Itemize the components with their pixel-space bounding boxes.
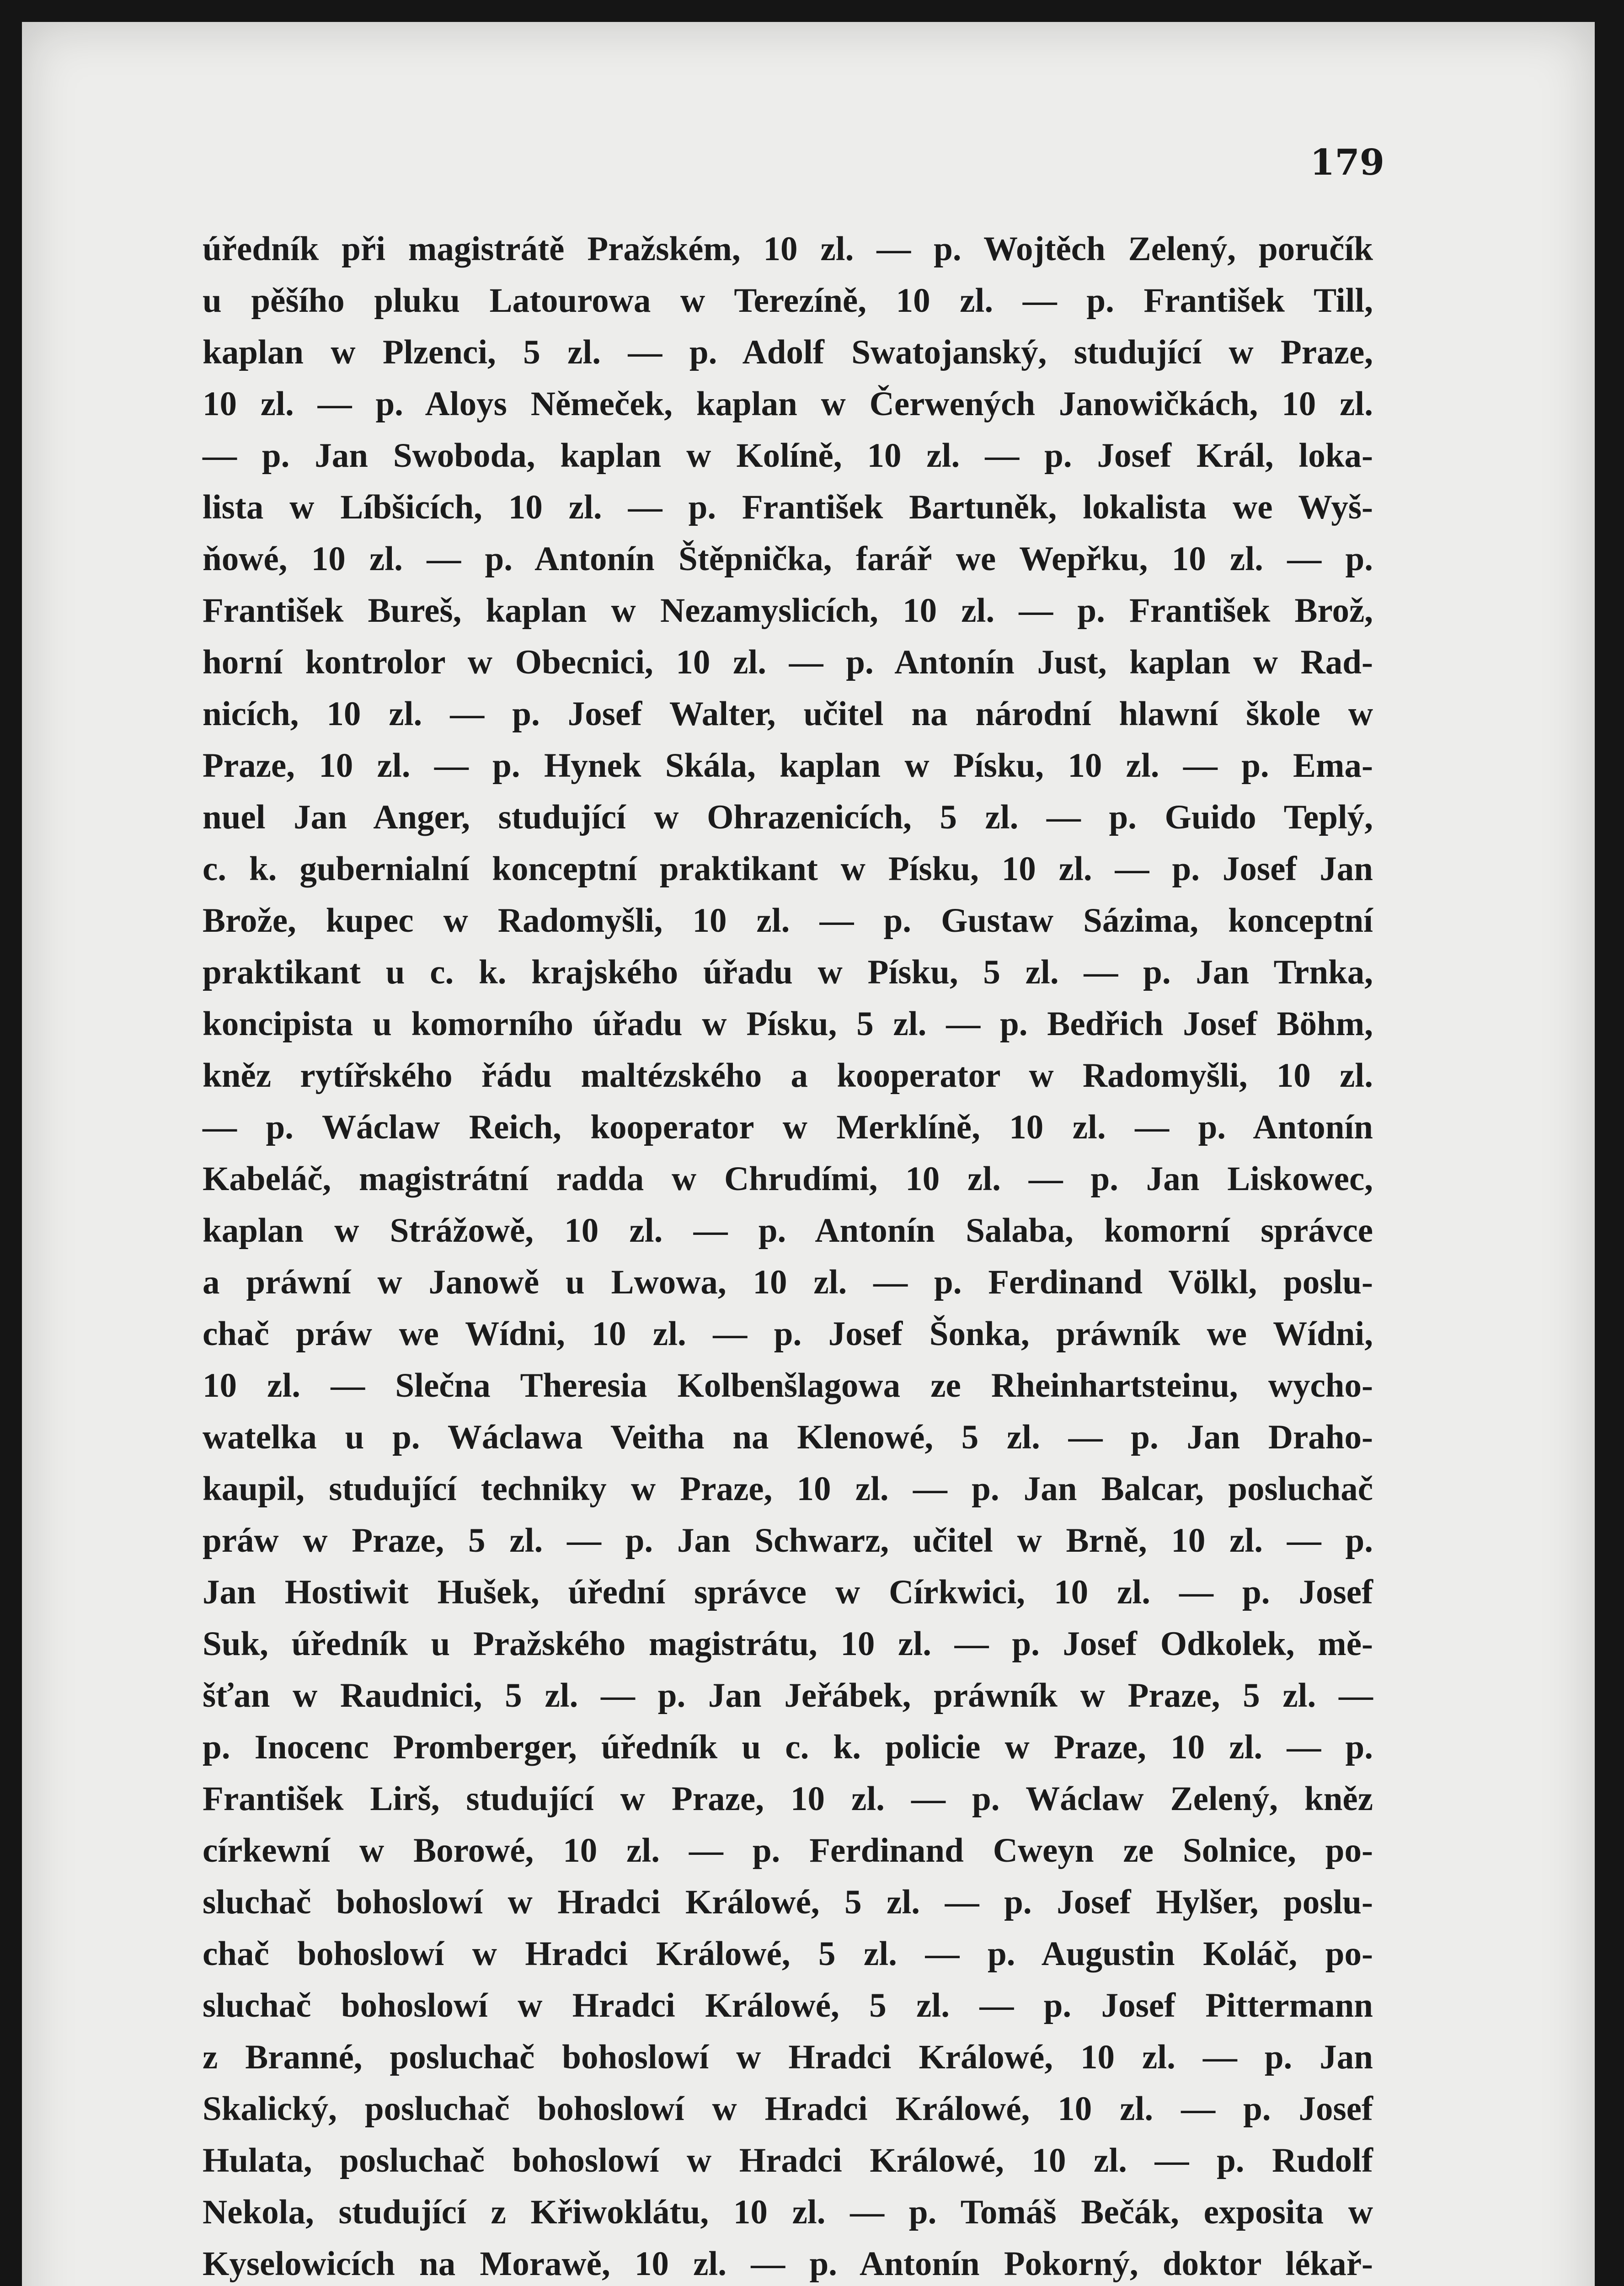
text-line: Kabeláč, magistrátní radda w Chrudími, 10 zl. — p. Jan Liskowec, [203,1160,1373,1198]
text-line: Skalický, posluchač bohoslowí w Hradci Králowé, 10 zl. — p. Josef [203,2090,1373,2128]
book-page [22,22,1595,2286]
text-line: Praze, 10 zl. — p. Hynek Skála, kaplan w Písku, 10 zl. — p. Ema- [203,747,1373,785]
text-line: watelka u p. Wáclawa Veitha na Klenowé, 5 zl. — p. Jan Draho- [203,1418,1373,1456]
text-line: šťan w Raudnici, 5 zl. — p. Jan Jeřábek, práwník w Praze, 5 zl. — [203,1677,1373,1714]
text-line: — p. Jan Swoboda, kaplan w Kolíně, 10 zl. — p. Josef Král, loka- [203,437,1373,475]
text-line: p. Inocenc Promberger, úředník u c. k. policie w Praze, 10 zl. — p. [203,1728,1373,1766]
text-line: — p. Wáclaw Reich, kooperator w Merklíně, 10 zl. — p. Antonín [203,1108,1373,1146]
text-line: úředník při magistrátě Pražském, 10 zl. — p. Wojtěch Zelený, poručík [203,230,1373,268]
text-line: Suk, úředník u Pražského magistrátu, 10 zl. — p. Josef Odkolek, mě- [203,1625,1373,1663]
page-number: 179 [1310,142,1384,183]
text-line: nicích, 10 zl. — p. Josef Walter, učitel na národní hlawní škole w [203,695,1373,733]
text-line: ňowé, 10 zl. — p. Antonín Štěpnička, farář we Wepřku, 10 zl. — p. [203,540,1373,578]
text-line: sluchač bohoslowí w Hradci Králowé, 5 zl. — p. Josef Hylšer, poslu- [203,1883,1373,1921]
text-line: kaplan w Strážowě, 10 zl. — p. Antonín Salaba, komorní správce [203,1212,1373,1250]
text-line: sluchač bohoslowí w Hradci Králowé, 5 zl. — p. Josef Pittermann [203,1987,1373,2024]
text-line: kněz rytířského řádu maltézského a kooperator w Radomyšli, 10 zl. [203,1057,1373,1095]
text-line: Nekola, studující z Křiwoklátu, 10 zl. — p. Tomáš Bečák, exposita w [203,2193,1373,2231]
text-line: František Lirš, studující w Praze, 10 zl. — p. Wáclaw Zelený, kněz [203,1780,1373,1818]
text-line: Jan Hostiwit Hušek, úřední správce w Církwici, 10 zl. — p. Josef [203,1573,1373,1611]
text-line: Brože, kupec w Radomyšli, 10 zl. — p. Gustaw Sázima, konceptní [203,902,1373,940]
text-line: lista w Líbšicích, 10 zl. — p. František Bartuněk, lokalista we Wyš- [203,488,1373,526]
text-line: koncipista u komorního úřadu w Písku, 5 zl. — p. Bedřich Josef Böhm, [203,1005,1373,1043]
text-line: kaupil, studující techniky w Praze, 10 zl. — p. Jan Balcar, posluchač [203,1470,1373,1508]
text-line: církewní w Borowé, 10 zl. — p. Ferdinand Cweyn ze Solnice, po- [203,1832,1373,1869]
body-text [203,223,1373,2286]
text-line: chač práw we Wídni, 10 zl. — p. Josef Šonka, práwník we Wídni, [203,1315,1373,1353]
text-line: z Branné, posluchač bohoslowí w Hradci Králowé, 10 zl. — p. Jan [203,2038,1373,2076]
text-line: a práwní w Janowě u Lwowa, 10 zl. — p. Ferdinand Völkl, poslu- [203,1263,1373,1301]
text-line: horní kontrolor w Obecnici, 10 zl. — p. Antonín Just, kaplan w Rad- [203,643,1373,681]
text-line: c. k. gubernialní konceptní praktikant w Písku, 10 zl. — p. Josef Jan [203,850,1373,888]
text-line: 10 zl. — Slečna Theresia Kolbenšlagowa ze Rheinhartsteinu, wycho- [203,1367,1373,1405]
text-line: praktikant u c. k. krajského úřadu w Písku, 5 zl. — p. Jan Trnka, [203,953,1373,991]
text-line: Hulata, posluchač bohoslowí w Hradci Králowé, 10 zl. — p. Rudolf [203,2142,1373,2179]
text-line: kaplan w Plzenci, 5 zl. — p. Adolf Swatojanský, studující w Praze, [203,333,1373,371]
text-line: Kyselowicích na Morawě, 10 zl. — p. Antonín Pokorný, doktor lékař- [203,2245,1373,2283]
text-line: chač bohoslowí w Hradci Králowé, 5 zl. — p. Augustin Koláč, po- [203,1935,1373,1973]
text-line: nuel Jan Anger, studující w Ohrazenicích, 5 zl. — p. Guido Teplý, [203,798,1373,836]
text-line: 10 zl. — p. Aloys Němeček, kaplan w Čerwených Janowičkách, 10 zl. [203,385,1373,423]
text-line: práw w Praze, 5 zl. — p. Jan Schwarz, učitel w Brně, 10 zl. — p. [203,1522,1373,1560]
text-line: František Bureš, kaplan w Nezamyslicích, 10 zl. — p. František Brož, [203,592,1373,630]
text-line: u pěšího pluku Latourowa w Terezíně, 10 zl. — p. František Till, [203,282,1373,320]
